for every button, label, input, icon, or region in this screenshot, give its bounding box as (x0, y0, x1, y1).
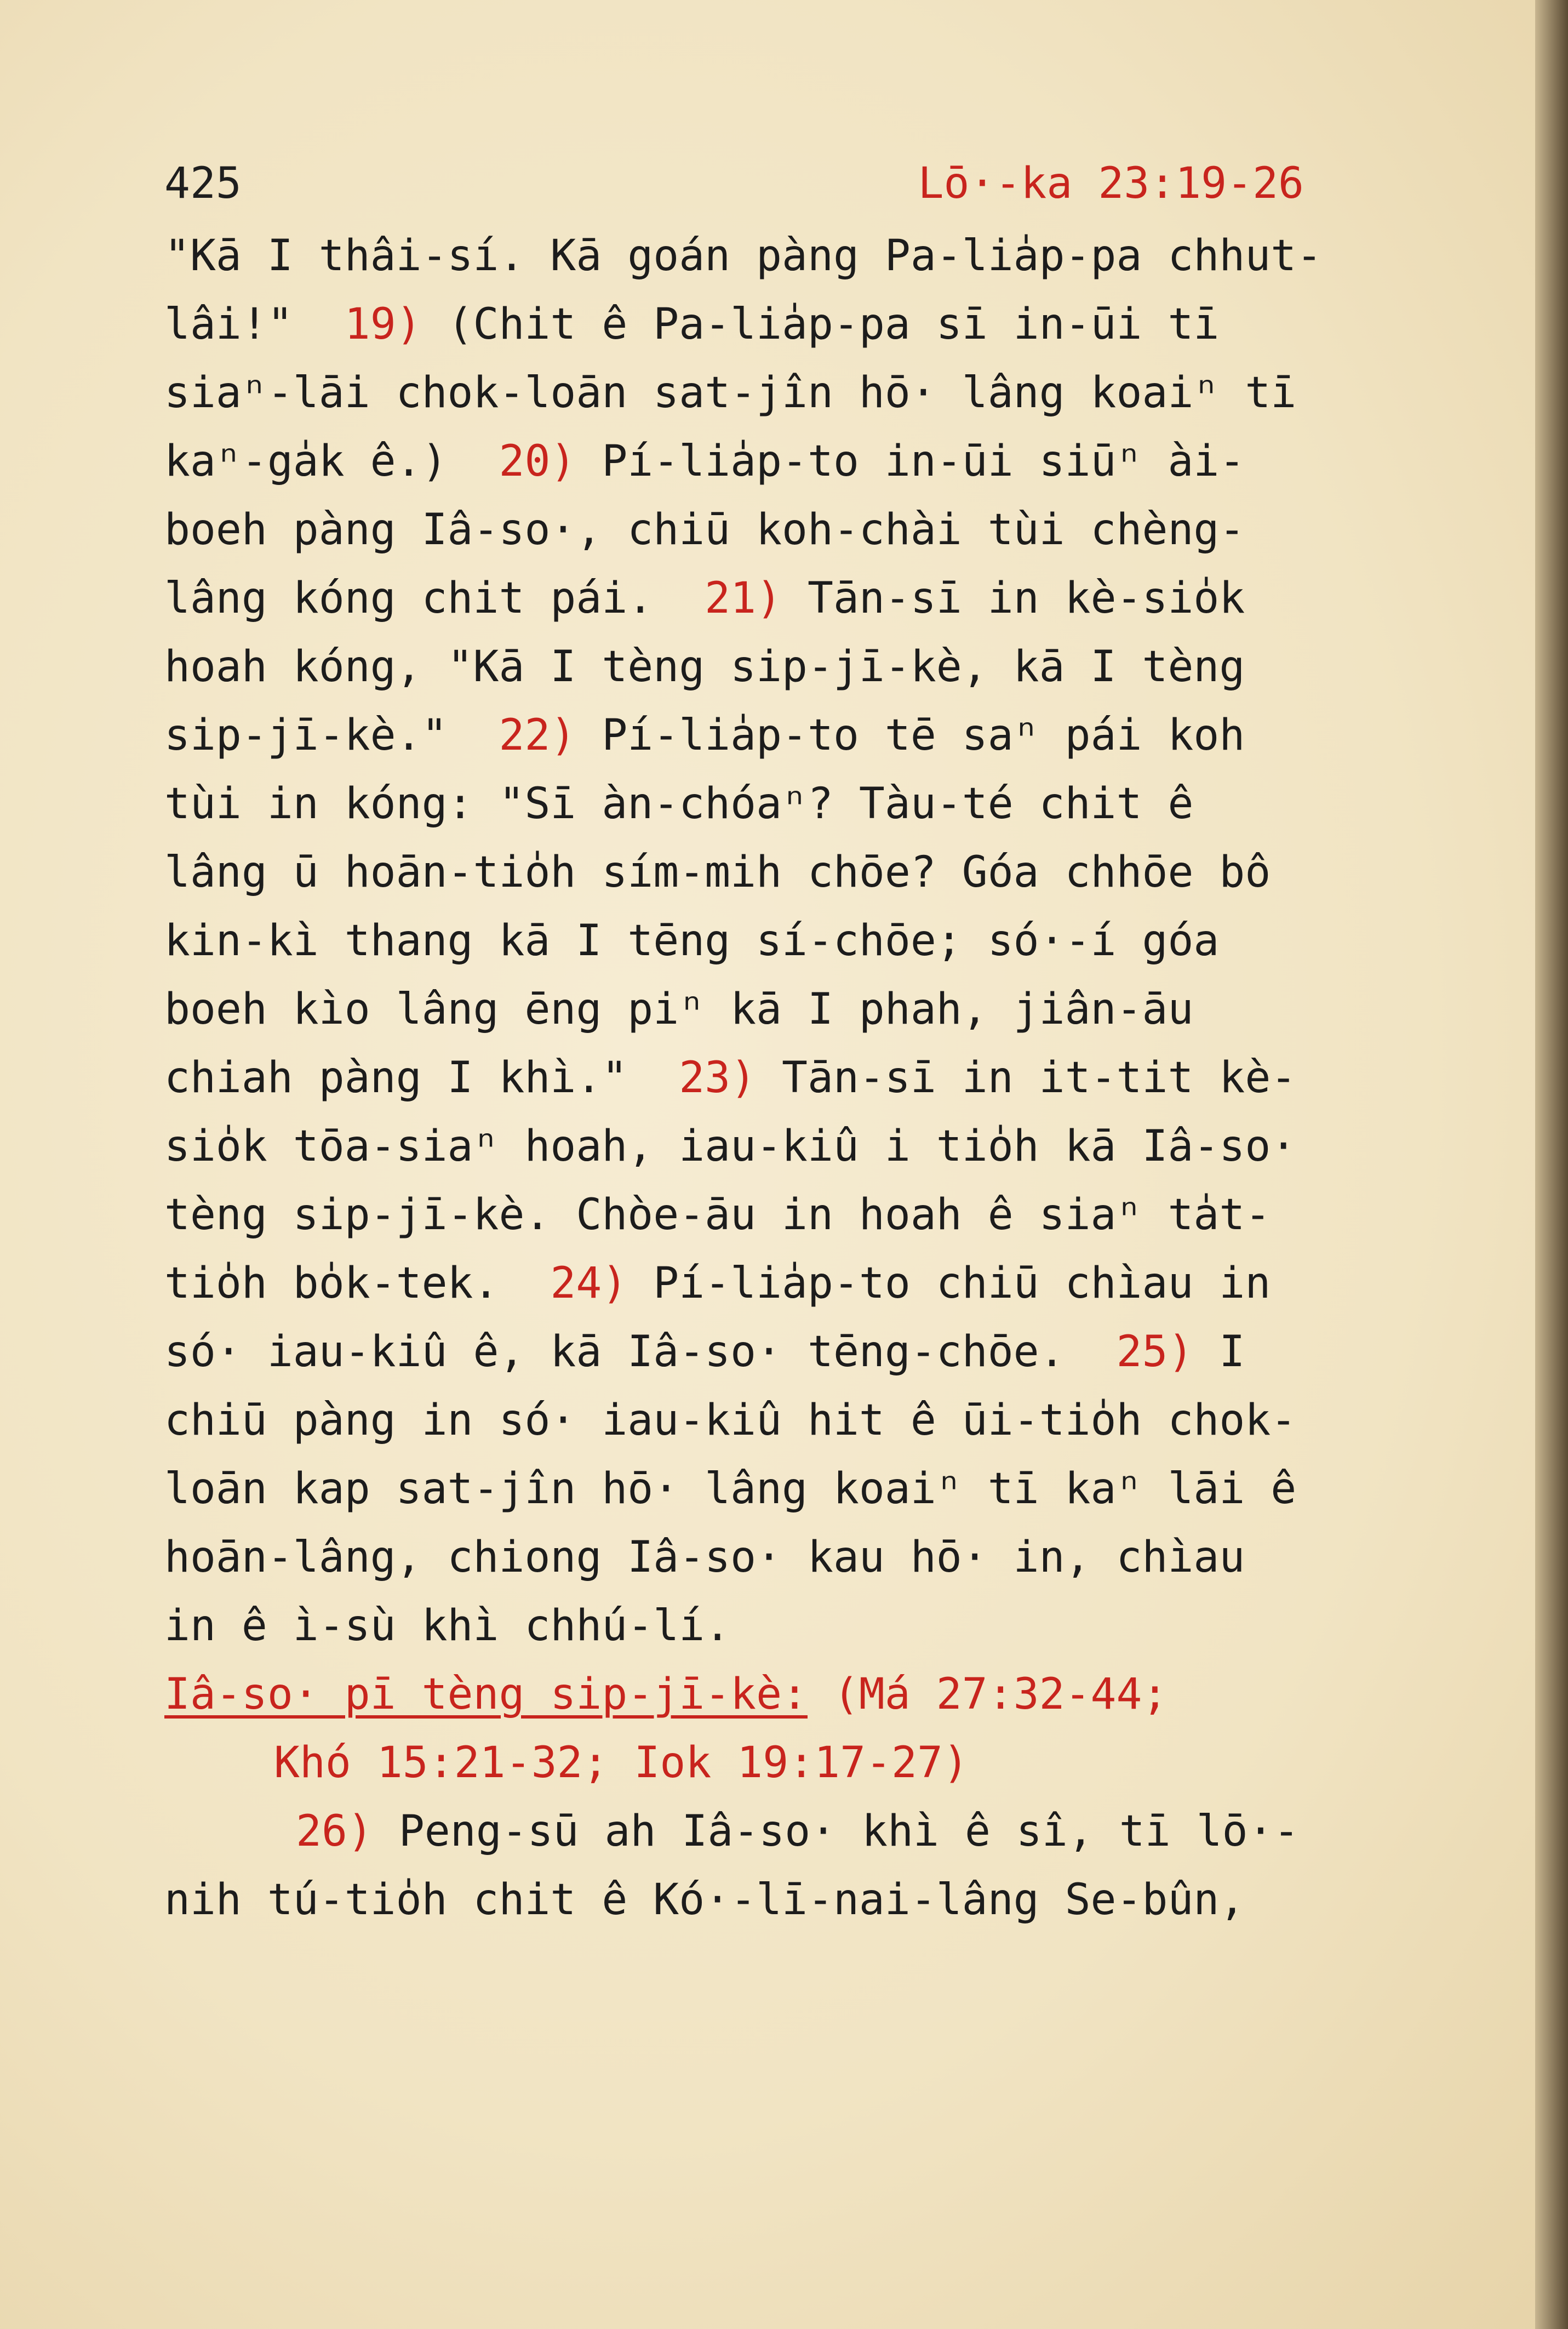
verse-lines (164, 222, 1424, 1660)
text-line (164, 1318, 1424, 1386)
verse-number: 23) (679, 1053, 757, 1103)
line-text: lâng ū hoān-tio̍h sím-mih chōe? Góa chhōe bô (164, 848, 1271, 897)
text-line (164, 838, 1424, 907)
line-text: tèng sip-jī-kè. Chòe-āu in hoah ê siaⁿ ta̍t- (164, 1190, 1271, 1240)
text-line (164, 1112, 1424, 1181)
text-line (164, 975, 1424, 1044)
line-text: loān kap sat-jîn hō· lâng koaiⁿ tī kaⁿ lāi ê (164, 1464, 1297, 1514)
text-line (164, 770, 1424, 838)
verse-lines-after-heading (164, 1797, 1424, 1934)
verse-number: 19) (344, 300, 422, 349)
line-text: chiū pàng in só· iau-kiû hit ê ūi-tio̍h chok- (164, 1396, 1297, 1445)
page-number: 425 (164, 159, 242, 208)
line-text: nih tú-tio̍h chit ê Kó·-lī-nai-lâng Se-bûn, (164, 1875, 1245, 1925)
line-text: tio̍h bo̍k-tek. (164, 1259, 551, 1308)
verse-number: 24) (550, 1259, 628, 1308)
line-text: sio̍k tōa-siaⁿ hoah, iau-kiû i tio̍h kā Iâ-so· (164, 1122, 1297, 1171)
line-text: in ê ì-sù khì chhú-lí. (164, 1601, 731, 1651)
line-text-rest: Pí-lia̍p-to in-ūi siūⁿ ài- (576, 437, 1245, 486)
text-line (164, 1249, 1424, 1318)
text-line (164, 1797, 1424, 1866)
text-line (164, 907, 1424, 975)
line-text: kaⁿ-ga̍k ê.) (164, 437, 499, 486)
line-text: só· iau-kiû ê, kā Iâ-so· tēng-chōe. (164, 1327, 1117, 1377)
page-header (164, 151, 1304, 216)
line-text: sip-jī-kè." (164, 711, 499, 760)
text-line (164, 1181, 1424, 1249)
line-text: hoah kóng, "Kā I tèng sip-jī-kè, kā I tèng (164, 642, 1245, 692)
text-line (164, 701, 1424, 770)
line-text-rest: Pí-lia̍p-to chiū chìau in (627, 1259, 1271, 1308)
verse-number: 22) (499, 711, 576, 760)
section-heading-refs-continued: Khó 15:21-32; Iok 19:17-27) (274, 1738, 969, 1788)
line-text: hoān-lâng, chiong Iâ-so· kau hō· in, chìau (164, 1533, 1245, 1582)
verse-number: 21) (705, 574, 782, 623)
text-line (164, 1866, 1424, 1934)
text-line (164, 1455, 1424, 1523)
line-text: tùi in kóng: "Sī àn-chóaⁿ? Tàu-té chit ê (164, 779, 1194, 829)
section-heading-refs: (Má 27:32-44; (808, 1670, 1168, 1719)
line-text-rest: Tān-sī in kè-sio̍k (782, 574, 1245, 623)
line-text: chiah pàng I khì." (164, 1053, 679, 1103)
section-heading (164, 1660, 1424, 1729)
line-text: kin-kì thang kā I tēng sí-chōe; só·-í góa (164, 916, 1220, 966)
text-line (164, 1592, 1424, 1660)
page-edge-shadow (1535, 0, 1568, 2329)
line-text: "Kā I thâi-sí. Kā goán pàng Pa-lia̍p-pa chhut- (164, 231, 1323, 281)
verse-number: 26) (296, 1807, 373, 1856)
line-text-rest: Tān-sī in it-tit kè- (756, 1053, 1297, 1103)
section-heading-title: Iâ-so· pī tèng sip-jī-kè: (164, 1670, 808, 1719)
text-line (164, 564, 1424, 633)
line-text-rest: I (1193, 1327, 1245, 1377)
line-text: siaⁿ-lāi chok-loān sat-jîn hō· lâng koaiⁿ tī (164, 368, 1297, 418)
running-head: Lō·-ka 23:19-26 (918, 159, 1304, 208)
text-line (164, 222, 1424, 290)
line-text-rest: Pí-lia̍p-to tē saⁿ pái koh (576, 711, 1245, 760)
scripture-text (164, 222, 1424, 1934)
verse-number: 20) (499, 437, 576, 486)
line-text: lâng kóng chit pái. (164, 574, 705, 623)
text-line (164, 1523, 1424, 1592)
text-line (164, 290, 1424, 359)
line-text-rest: (Chit ê Pa-lia̍p-pa sī in-ūi tī (421, 300, 1220, 349)
text-line (164, 633, 1424, 701)
text-line (164, 1044, 1424, 1112)
line-text: boeh pàng Iâ-so·, chiū koh-chài tùi chèng- (164, 505, 1245, 555)
line-text: lâi!" (164, 300, 345, 349)
text-line (164, 496, 1424, 564)
text-line (164, 359, 1424, 427)
verse-number: 25) (1116, 1327, 1194, 1377)
line-text: boeh kìo lâng ēng piⁿ kā I phah, jiân-āu (164, 985, 1194, 1034)
text-line (164, 427, 1424, 496)
line-text-rest: Peng-sū ah Iâ-so· khì ê sî, tī lō·- (373, 1807, 1300, 1856)
text-line (164, 1386, 1424, 1455)
